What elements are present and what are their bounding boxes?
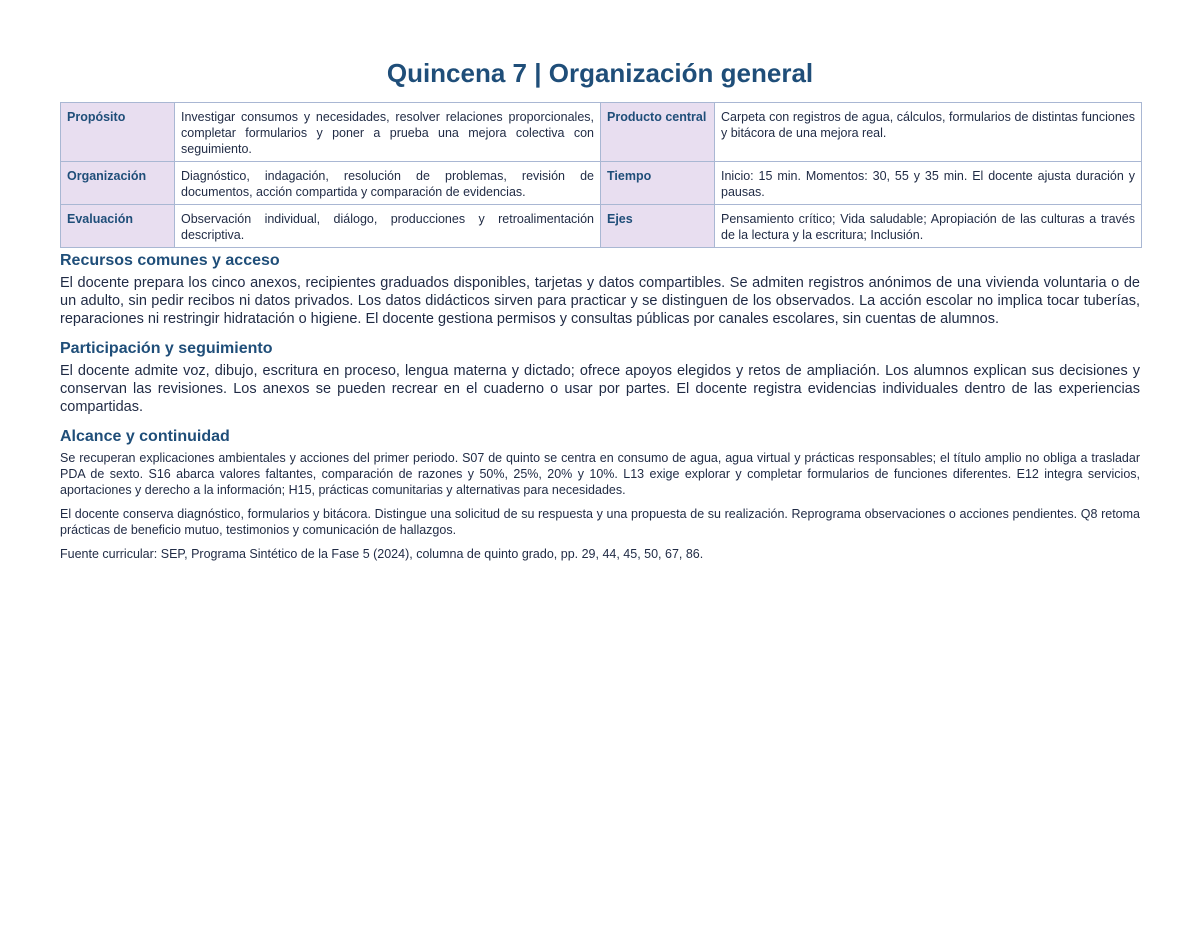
product-value: Carpeta con registros de agua, cálculos, formularios de distintas funciones y bitácora de una mejora real. xyxy=(715,103,1142,162)
resources-heading: Recursos comunes y acceso xyxy=(60,252,280,269)
scope-section xyxy=(60,428,1140,562)
participation-paragraph: El docente admite voz, dibujo, escritura en proceso, lengua materna y dictado; ofrece apoyos elegidos y retos de ampliación. Los alumnos explican sus decisiones y conservan las revisiones. Los anexos se pueden recrear en el cuaderno o usar por partes. El docente registra evidencias individuales dentro de las experiencias compartidas. xyxy=(60,363,1140,415)
participation-heading: Participación y seguimiento xyxy=(60,340,273,357)
table-row xyxy=(61,205,1142,248)
time-label: Tiempo xyxy=(601,162,715,205)
table-row xyxy=(61,162,1142,205)
scope-paragraph-2: El docente conserva diagnóstico, formularios y bitácora. Distingue una solicitud de su respuesta y una propuesta de su realización. Reprograma observaciones o acciones pendientes. Q8 retoma prácticas de beneficio mutuo, testimonios y comunicación de hallazgos. xyxy=(60,507,1140,537)
resources-section xyxy=(60,252,1140,328)
table-row xyxy=(61,103,1142,162)
product-label: Producto central xyxy=(601,103,715,162)
participation-section xyxy=(60,340,1140,416)
time-value: Inicio: 15 min. Momentos: 30, 55 y 35 min. El docente ajusta duración y pausas. xyxy=(715,162,1142,205)
scope-heading: Alcance y continuidad xyxy=(60,428,230,445)
summary-table xyxy=(60,102,1142,248)
curricular-source: Fuente curricular: SEP, Programa Sintético de la Fase 5 (2024), columna de quinto grado, pp. 29, 44, 45, 50, 67, 86. xyxy=(60,547,704,561)
axes-value: Pensamiento crítico; Vida saludable; Apropiación de las culturas a través de la lectura y la escritura; Inclusión. xyxy=(715,205,1142,248)
organization-label: Organización xyxy=(61,162,175,205)
evaluation-label: Evaluación xyxy=(61,205,175,248)
scope-paragraph-1: Se recuperan explicaciones ambientales y acciones del primer periodo. S07 de quinto se centra en consumo de agua, agua virtual y prácticas responsables; el título amplio no obliga a trasladar PDA de sexto. S16 abarca valores faltantes, comparación de razones y 50%, 25%, 20% y 10%. L13 exige explorar y completar formularios de funciones diferentes. E12 integra servicios, aportaciones y derecho a la información; H15, prácticas comunitarias y alternativas para necesidades. xyxy=(60,451,1140,497)
purpose-value: Investigar consumos y necesidades, resolver relaciones proporcionales, completar formularios y poner a prueba una mejora colectiva con seguimiento. xyxy=(175,103,601,162)
page-title: Quincena 7 | Organización general xyxy=(386,58,814,88)
organization-value: Diagnóstico, indagación, resolución de problemas, revisión de documentos, acción compartida y comparación de evidencias. xyxy=(175,162,601,205)
purpose-label: Propósito xyxy=(61,103,175,162)
resources-paragraph: El docente prepara los cinco anexos, recipientes graduados disponibles, tarjetas y datos compartibles. Se admiten registros anónimos de una vivienda voluntaria o de un adulto, sin pedir recibos ni datos privados. Los datos didácticos sirven para practicar y se distinguen de los observados. La acción escolar no implica tocar tuberías, reparaciones ni restringir hidratación o higiene. El docente gestiona permisos y consultas públicas por canales escolares, sin cuentas de alumnos. xyxy=(60,275,1140,327)
axes-label: Ejes xyxy=(601,205,715,248)
document-body xyxy=(60,252,1140,570)
evaluation-value: Observación individual, diálogo, producciones y retroalimentación descriptiva. xyxy=(175,205,601,248)
